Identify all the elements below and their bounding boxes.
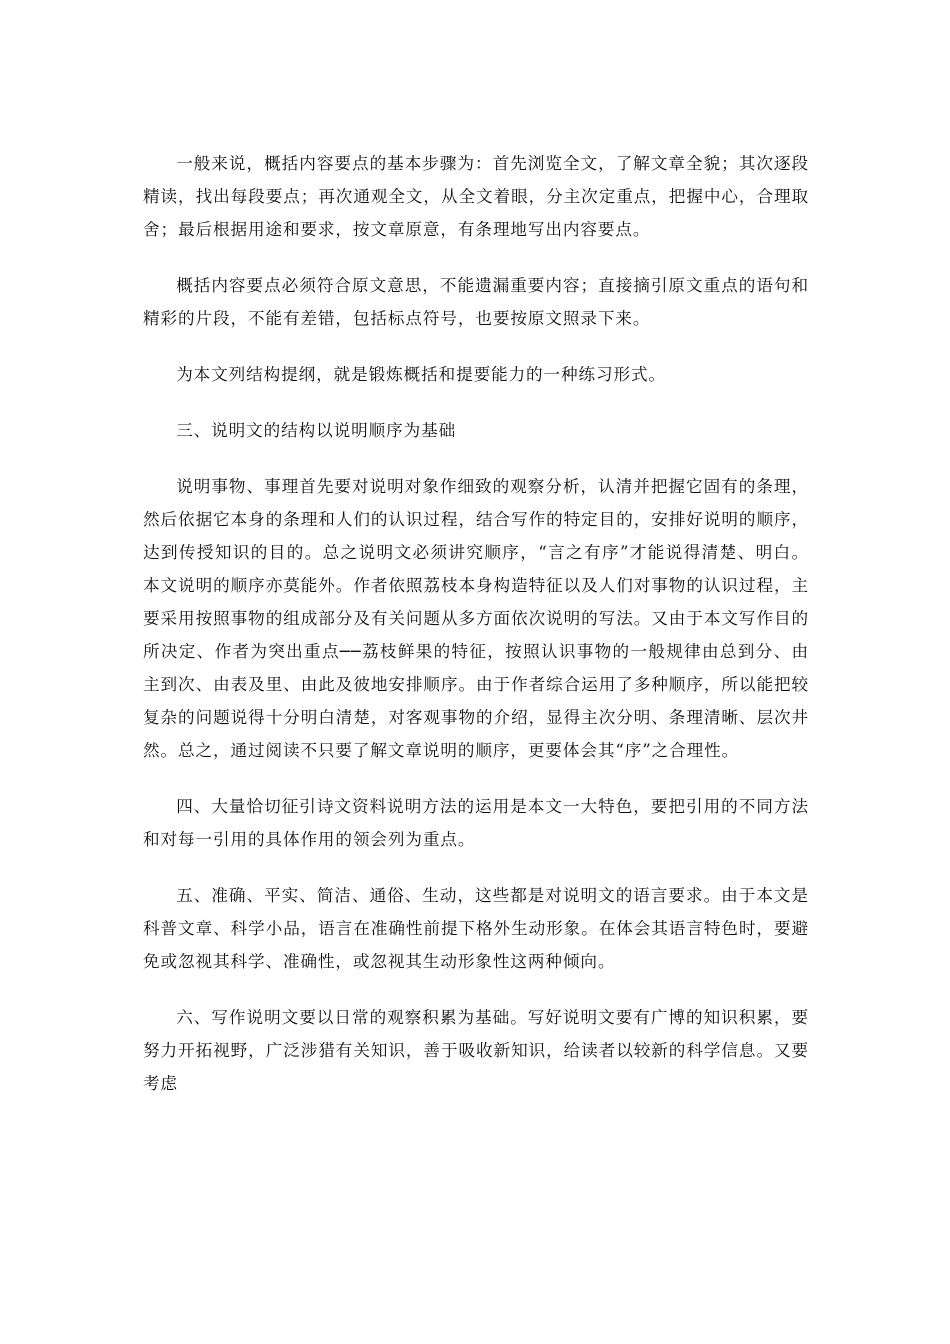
- paragraph-outline-exercise: 为本文列结构提纲，就是锻炼概括和提要能力的一种练习形式。: [176, 365, 667, 384]
- paragraph-point-five: 五、准确、平实、简洁、通俗、生动，这些都是对说明文的语言要求。由于本文是科普文章、科学小品，语言在准确性前提下格外生动形象。在体会其语言特色时，要避免或忽视其科学、准确性，或忽视其生动形象性这两种倾向。: [143, 886, 809, 971]
- section-heading-three: 三、说明文的结构以说明顺序为基础: [176, 421, 457, 440]
- paragraph-point-four: 四、大量恰切征引诗文资料说明方法的运用是本文一大特色，要把引用的不同方法和对每一引用的具体作用的领会列为重点。: [143, 797, 809, 849]
- paragraph-summary-steps: 一般来说，概括内容要点的基本步骤为：首先浏览全文，了解文章全貌；其次逐段精读，找出每段要点；再次通观全文，从全文着眼，分主次定重点，把握中心，合理取舍；最后根据用途和要求，按文章原意，有条理地写出内容要点。: [143, 154, 809, 239]
- document-body: [143, 147, 809, 1123]
- paragraph-summary-requirements: 概括内容要点必须符合原文意思，不能遗漏重要内容；直接摘引原文重点的语句和精彩的片段，不能有差错，包括标点符号，也要按原文照录下来。: [143, 276, 809, 328]
- paragraph-explanation-order: 说明事物、事理首先要对说明对象作细致的观察分析，认清并把握它固有的条理，然后依据它本身的条理和人们的认识过程，结合写作的特定目的，安排好说明的顺序，达到传授知识的目的。总之说明文必须讲究顺序，“言之有序”才能说得清楚、明白。本文说明的顺序亦莫能外。作者依照荔枝本身构造特征以及人们对事物的认识过程，主要采用按照事物的组成部分及有关问题从多方面依次说明的写法。又由于本文写作目的所决定、作者为突出重点──荔枝鲜果的特征，按照认识事物的一般规律由总到分、由主到次、由表及里、由此及彼地安排顺序。由于作者综合运用了多种顺序，所以能把较复杂的问题说得十分明白清楚，对客观事物的介绍，显得主次分明、条理清晰、层次井然。总之，通过阅读不只要了解文章说明的顺序，更要体会其“序”之合理性。: [143, 477, 809, 760]
- paragraph-point-six: 六、写作说明文要以日常的观察积累为基础。写好说明文要有广博的知识积累，要努力开拓视野，广泛涉猎有关知识，善于吸收新知识，给读者以较新的科学信息。又要考虑: [143, 1008, 809, 1093]
